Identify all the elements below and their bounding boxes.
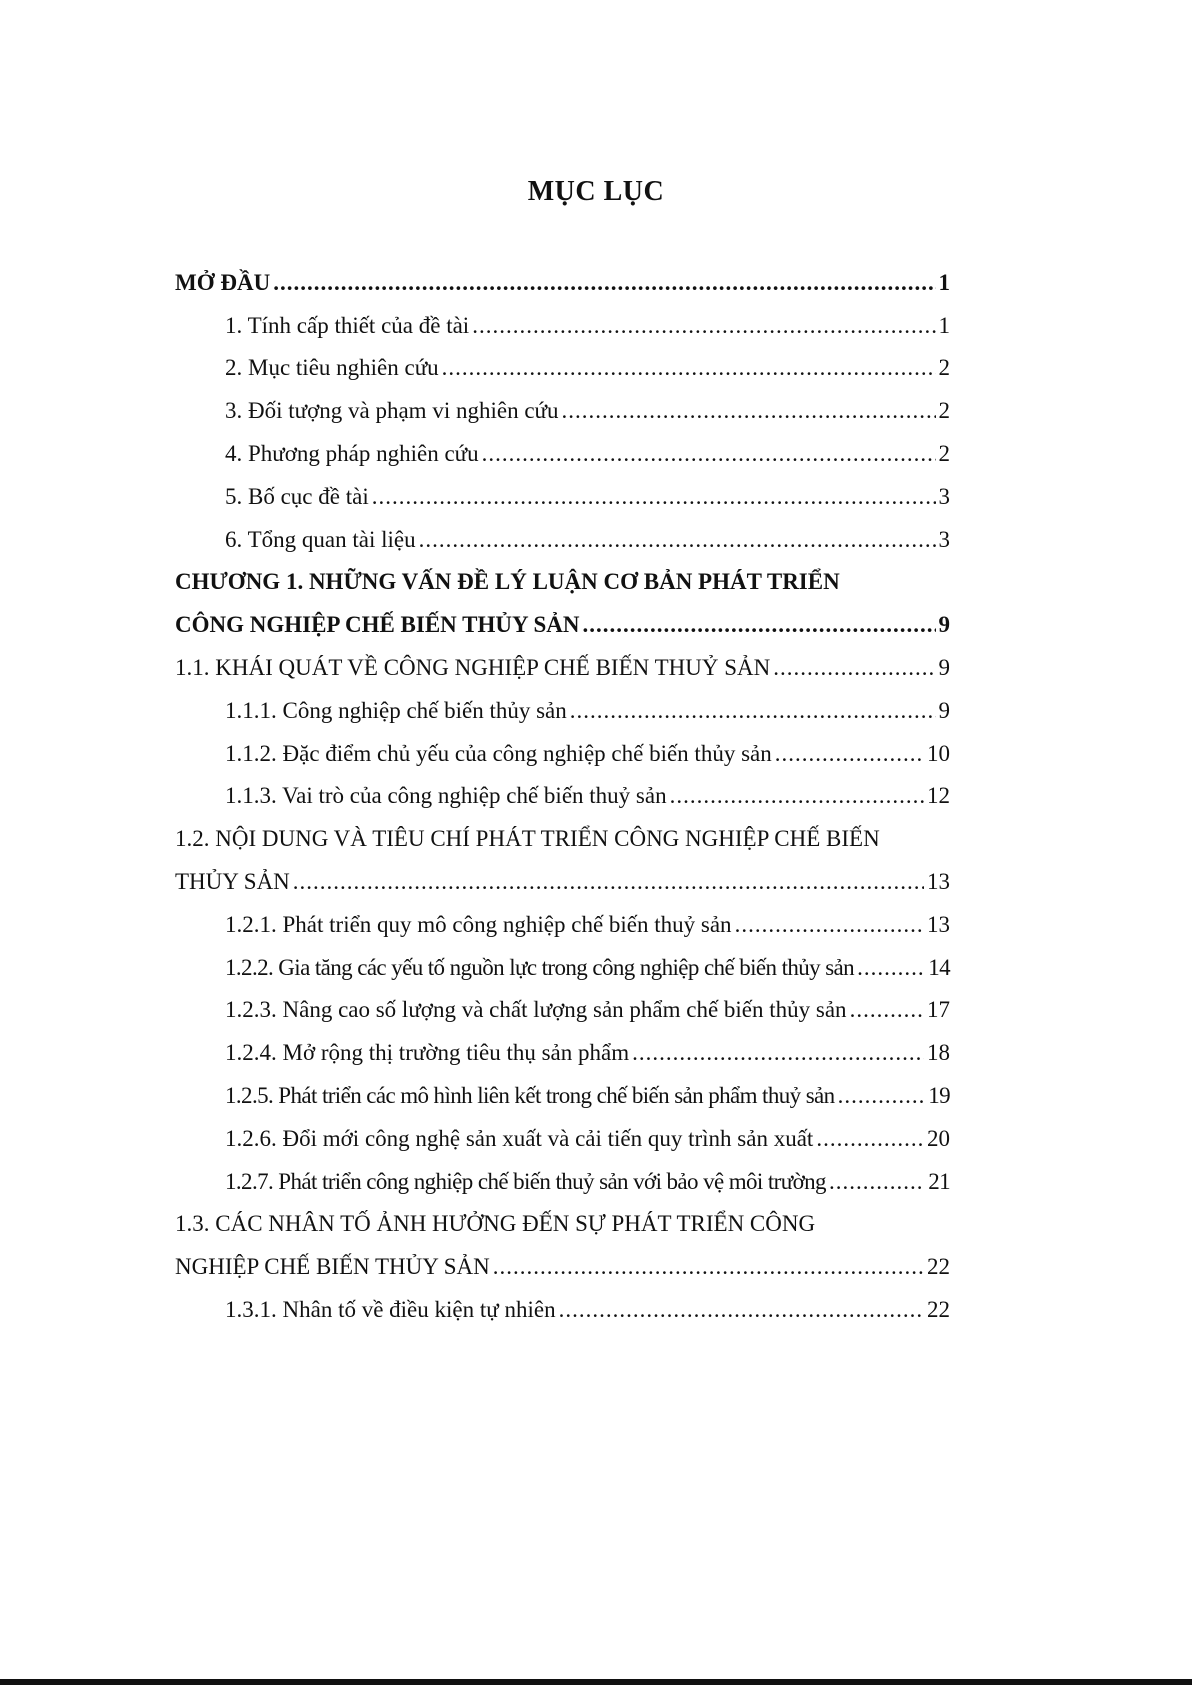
toc-entry-label: 1.2.7. Phát triển công nghiệp chế biến thuỷ sản với bảo vệ môi trường	[225, 1168, 826, 1194]
toc-entry-label: 4. Phương pháp nghiên cứu	[225, 440, 479, 466]
toc-entry[interactable]	[175, 690, 950, 733]
toc-dot-leader	[273, 270, 935, 296]
toc-entry[interactable]	[175, 990, 950, 1033]
toc-title: MỤC LỤC	[527, 176, 665, 207]
toc-entry[interactable]	[175, 776, 950, 819]
toc-entry[interactable]	[175, 733, 950, 776]
toc-entry[interactable]	[175, 818, 950, 861]
toc-page-number: 21	[928, 1168, 950, 1194]
toc-page-number: 12	[927, 783, 950, 809]
toc-entry-label: 1.1.2. Đặc điểm chủ yếu của công nghiệp chế biến thủy sản	[225, 740, 772, 766]
toc-dot-leader	[857, 955, 925, 981]
toc-dot-leader	[562, 398, 936, 424]
toc-entry[interactable]	[175, 1161, 950, 1204]
toc-entry-label: 1.2.1. Phát triển quy mô công nghiệp chế biến thuỷ sản	[225, 911, 732, 937]
toc-entry-label: 1.2.2. Gia tăng các yếu tố nguồn lực trong công nghiệp chế biến thủy sản	[225, 954, 855, 980]
toc-entry[interactable]	[175, 562, 950, 605]
toc-entry[interactable]	[175, 348, 950, 391]
toc-dot-leader	[632, 1040, 924, 1066]
toc-dot-leader	[493, 1254, 924, 1280]
toc-entry-label: 1.2.5. Phát triển các mô hình liên kết trong chế biến sản phẩm thuỷ sản	[225, 1082, 835, 1108]
toc-entry[interactable]	[175, 1118, 950, 1161]
toc-entry-label: 6. Tổng quan tài liệu	[225, 526, 416, 552]
toc-entry[interactable]	[175, 1289, 950, 1332]
toc-entry-label: CHƯƠNG 1. NHỮNG VẤN ĐỀ LÝ LUẬN CƠ BẢN PHÁT TRIỂN	[175, 569, 840, 595]
toc-entry-label: 3. Đối tượng và phạm vi nghiên cứu	[225, 398, 559, 424]
toc-page-number: 22	[927, 1254, 950, 1280]
toc-entry[interactable]	[175, 647, 950, 690]
toc-page-number: 3	[938, 483, 950, 509]
toc-entry[interactable]	[175, 1246, 950, 1289]
toc-entry-label: 1.1.3. Vai trò của công nghiệp chế biến thuỷ sản	[225, 783, 667, 809]
toc-page-number: 9	[938, 654, 950, 680]
toc-entry-label: 1.2.3. Nâng cao số lượng và chất lượng sản phẩm chế biến thủy sản	[225, 997, 847, 1023]
toc-entry[interactable]	[175, 904, 950, 947]
toc-entry-label: 1.2.4. Mở rộng thị trường tiêu thụ sản phẩm	[225, 1040, 630, 1066]
toc-entry[interactable]	[175, 947, 950, 990]
table-of-contents	[175, 262, 950, 1332]
toc-page-number: 9	[938, 697, 950, 723]
toc-entry-label: 2. Mục tiêu nghiên cứu	[225, 355, 439, 381]
toc-entry[interactable]	[175, 604, 950, 647]
toc-dot-leader	[670, 783, 924, 809]
toc-entry[interactable]	[175, 433, 950, 476]
toc-entry-label: 1.1. KHÁI QUÁT VỀ CÔNG NGHIỆP CHẾ BIẾN THUỶ SẢN	[175, 654, 771, 680]
toc-dot-leader	[773, 655, 935, 681]
toc-page-number: 2	[938, 355, 950, 381]
toc-page-number: 14	[928, 954, 950, 980]
toc-dot-leader	[372, 484, 936, 510]
toc-dot-leader	[816, 1126, 924, 1152]
toc-dot-leader	[482, 441, 936, 467]
toc-dot-leader	[559, 1297, 924, 1323]
toc-entry-label: CÔNG NGHIỆP CHẾ BIẾN THỦY SẢN	[175, 612, 580, 638]
toc-entry-label: 1. Tính cấp thiết của đề tài	[225, 312, 470, 338]
toc-dot-leader	[293, 869, 924, 895]
toc-page-number: 1	[938, 269, 950, 295]
toc-entry[interactable]	[175, 519, 950, 562]
toc-dot-leader	[829, 1169, 925, 1195]
toc-entry-label: NGHIỆP CHẾ BIẾN THỦY SẢN	[175, 1254, 490, 1280]
toc-dot-leader	[570, 698, 936, 724]
toc-entry[interactable]	[175, 1204, 950, 1247]
toc-page-number: 10	[927, 740, 950, 766]
toc-dot-leader	[583, 612, 936, 638]
toc-page-number: 20	[927, 1125, 950, 1151]
toc-page-number: 19	[928, 1082, 950, 1108]
page-bottom-edge	[0, 1679, 1192, 1685]
toc-page-number: 18	[927, 1040, 950, 1066]
toc-entry-label: 1.3.1. Nhân tố về điều kiện tự nhiên	[225, 1296, 556, 1322]
toc-entry[interactable]	[175, 262, 950, 305]
toc-page-number: 17	[927, 997, 950, 1023]
toc-page-number: 13	[927, 911, 950, 937]
toc-page-number: 9	[938, 612, 950, 638]
toc-dot-leader	[735, 912, 924, 938]
toc-page-number: 2	[938, 398, 950, 424]
toc-dot-leader	[838, 1083, 926, 1109]
toc-dot-leader	[850, 997, 924, 1023]
toc-page-number: 13	[927, 868, 950, 894]
toc-dot-leader	[419, 527, 936, 553]
toc-entry[interactable]	[175, 390, 950, 433]
toc-dot-leader	[442, 355, 936, 381]
toc-page-number: 2	[938, 440, 950, 466]
toc-entry[interactable]	[175, 1032, 950, 1075]
toc-entry[interactable]	[175, 305, 950, 348]
toc-entry-label: THỦY SẢN	[175, 868, 290, 894]
toc-entry-label: 5. Bố cục đề tài	[225, 483, 369, 509]
toc-page-number: 22	[927, 1296, 950, 1322]
toc-entry-label: 1.2.6. Đổi mới công nghệ sản xuất và cải tiến quy trình sản xuất	[225, 1125, 814, 1151]
toc-entry-label: 1.2. NỘI DUNG VÀ TIÊU CHÍ PHÁT TRIỂN CÔNG NGHIỆP CHẾ BIẾN	[175, 826, 880, 852]
toc-entry-label: 1.3. CÁC NHÂN TỐ ẢNH HƯỞNG ĐẾN SỰ PHÁT TRIỂN CÔNG	[175, 1211, 816, 1237]
toc-page-number: 3	[938, 526, 950, 552]
toc-page-number: 1	[938, 312, 950, 338]
toc-entry[interactable]	[175, 1075, 950, 1118]
toc-dot-leader	[472, 313, 935, 339]
toc-entry-label: 1.1.1. Công nghiệp chế biến thủy sản	[225, 697, 567, 723]
toc-entry-label: MỞ ĐẦU	[175, 269, 271, 295]
toc-entry[interactable]	[175, 861, 950, 904]
toc-dot-leader	[775, 741, 924, 767]
toc-entry[interactable]	[175, 476, 950, 519]
